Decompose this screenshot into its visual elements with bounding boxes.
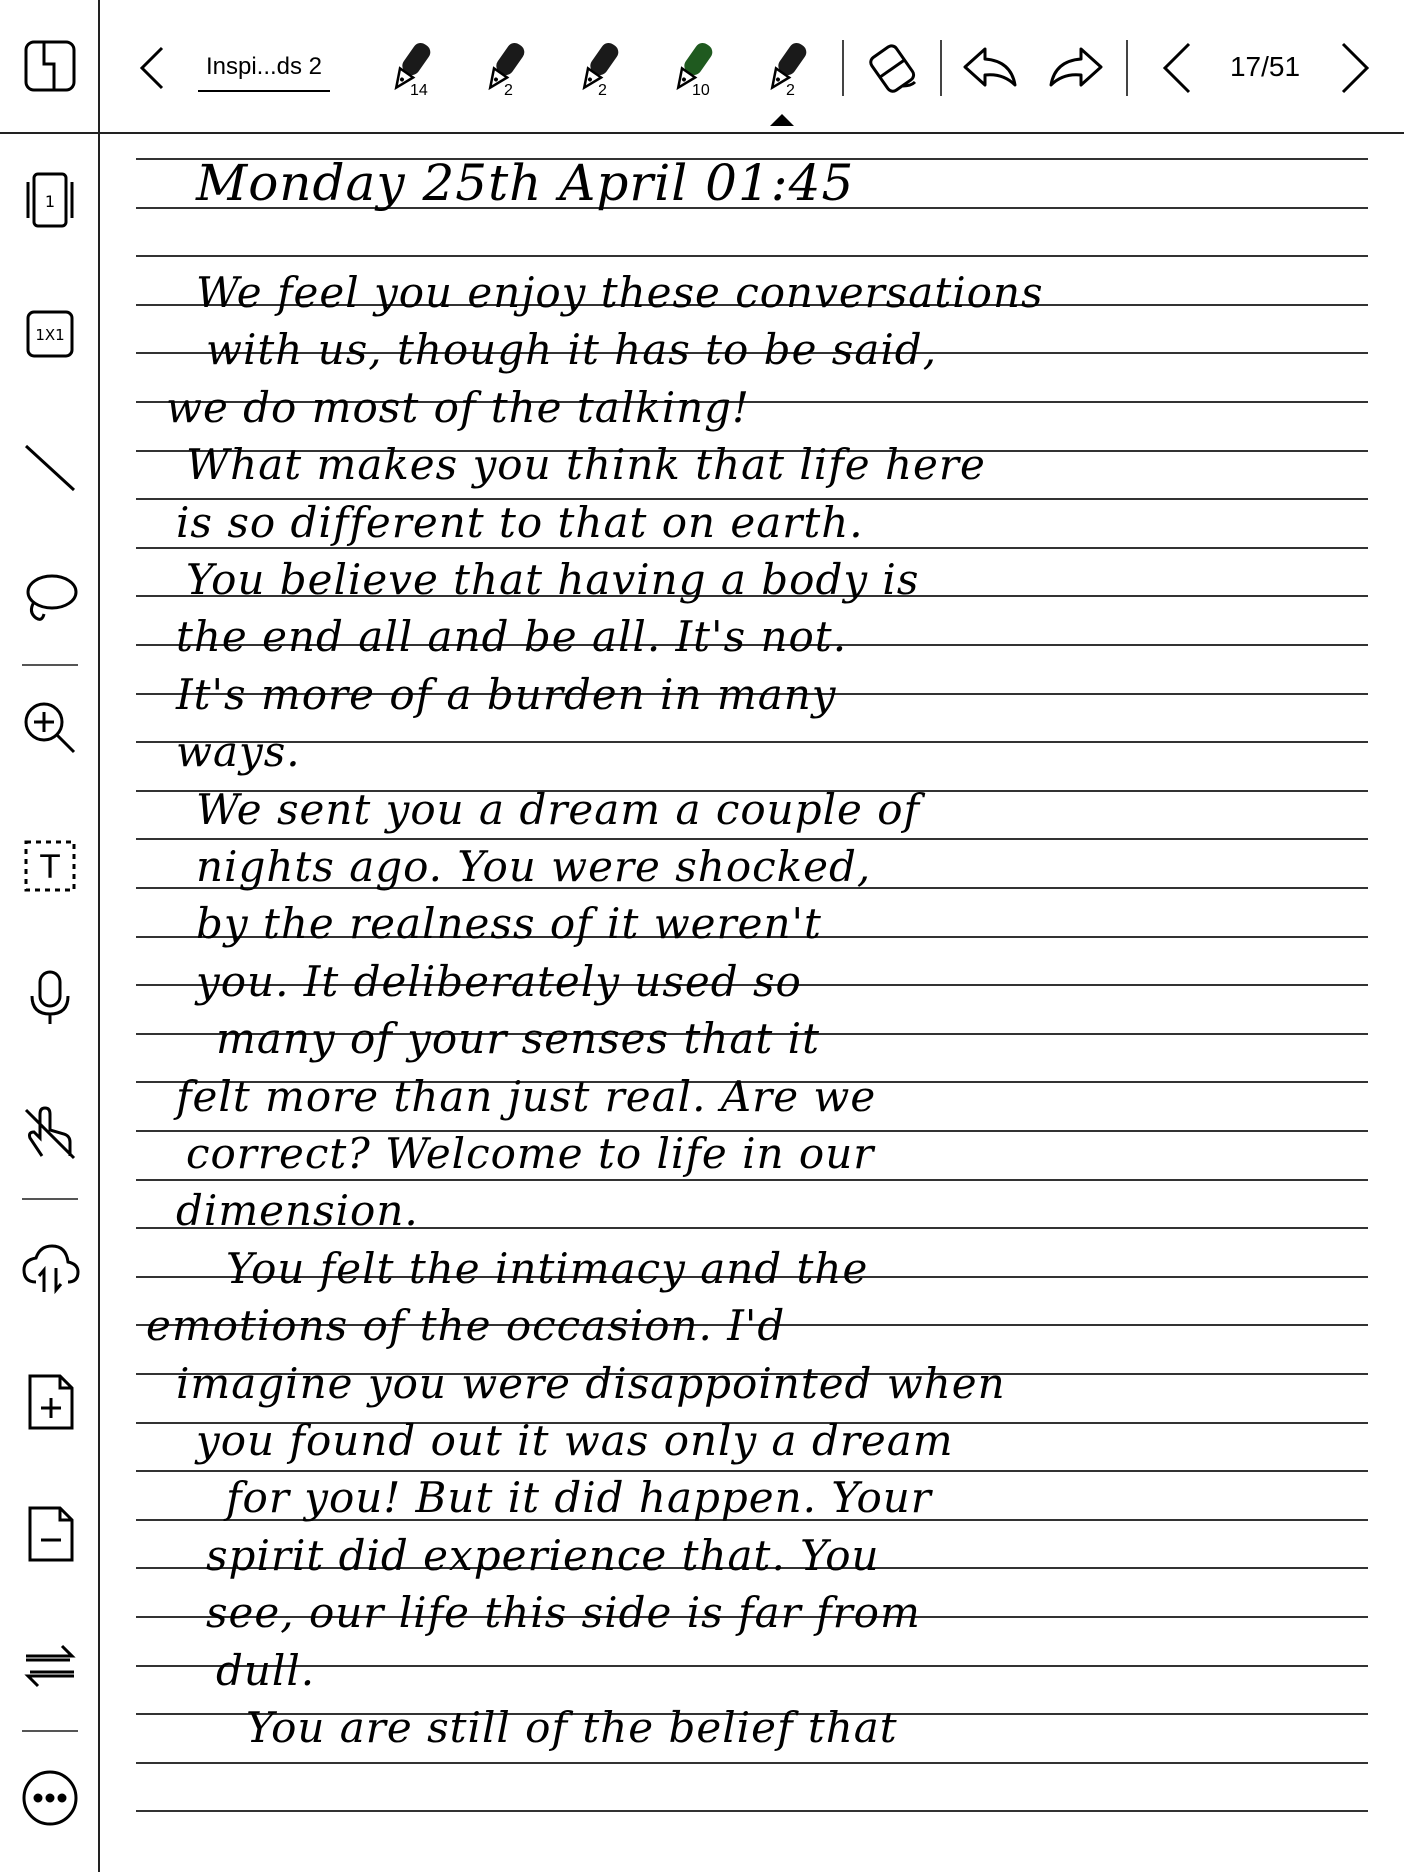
handwritten-line: We feel you enjoy these conversations: [196, 268, 1044, 317]
more-icon[interactable]: [18, 1766, 82, 1830]
touch-disable-icon[interactable]: [18, 1100, 82, 1164]
ruled-line: [136, 1762, 1368, 1764]
handwritten-line: with us, though it has to be said,: [206, 325, 938, 375]
handwritten-line: It's more of a burden in many: [176, 669, 837, 719]
handwritten-line: many of your senses that it: [216, 1014, 820, 1064]
handwritten-line: we do most of the talking!: [166, 382, 750, 432]
top-toolbar: [0, 0, 1404, 134]
pen-slot-1[interactable]: [380, 38, 444, 100]
note-page[interactable]: [136, 150, 1368, 1860]
ruled-line: [136, 1470, 1368, 1472]
pen-size-label: 2: [786, 82, 795, 99]
pen-slot-5-active[interactable]: [756, 38, 820, 100]
undo-icon[interactable]: [958, 40, 1020, 96]
ruled-line: [136, 741, 1368, 743]
page-indicator[interactable]: 17/51: [1229, 51, 1301, 82]
svg-text:1X1: 1X1: [35, 326, 65, 344]
handwritten-line: the end all and be all. It's not.: [176, 612, 848, 662]
handwritten-line: you found out it was only a dream: [196, 1416, 954, 1465]
pen-size-label: 2: [504, 82, 513, 99]
ruled-line: [136, 1810, 1368, 1812]
cloud-sync-icon[interactable]: [18, 1236, 82, 1300]
pen-slot-2[interactable]: [474, 38, 538, 100]
pen-slot-3[interactable]: [568, 38, 632, 100]
microphone-icon[interactable]: [18, 966, 82, 1030]
previous-page-icon[interactable]: [1152, 40, 1202, 96]
handwritten-line: see, our life this side is far from: [206, 1588, 921, 1638]
handwritten-line: imagine you were disappointed when: [176, 1358, 1006, 1408]
handwritten-line: is so different to that on earth.: [176, 497, 864, 547]
handwritten-line: You believe that having a body is: [186, 555, 920, 604]
line-tool-icon[interactable]: [18, 436, 82, 500]
redo-icon[interactable]: [1046, 40, 1108, 96]
sidebar-divider: [22, 664, 78, 666]
handwritten-line: felt more than just real. Are we: [176, 1071, 877, 1121]
back-chevron-icon[interactable]: [124, 40, 180, 96]
toolbar-divider: [1126, 40, 1128, 96]
handwritten-line: by the realness of it weren't: [196, 899, 822, 949]
handwritten-line: emotions of the occasion. I'd: [146, 1301, 786, 1351]
handwritten-line: dimension.: [176, 1186, 419, 1236]
swap-icon[interactable]: [18, 1634, 82, 1698]
grid-layout-icon[interactable]: [18, 302, 82, 366]
handwritten-line: We sent you a dream a couple of: [196, 784, 921, 834]
pen-size-label: 2: [598, 82, 607, 99]
handwritten-line: you. It deliberately used so: [196, 956, 802, 1006]
add-page-icon[interactable]: [18, 1370, 82, 1434]
svg-text:T: T: [40, 848, 60, 886]
active-pen-indicator: [770, 114, 794, 126]
handwritten-line: for you! But it did happen. Your: [226, 1473, 932, 1523]
note-heading: Monday 25th April 01:45: [196, 154, 855, 212]
delete-page-icon[interactable]: [18, 1502, 82, 1566]
pen-slot-4[interactable]: [662, 38, 726, 100]
handwritten-line: You are still of the belief that: [246, 1703, 898, 1752]
sidebar-divider: [22, 1730, 78, 1732]
pen-size-label: 14: [410, 82, 428, 99]
toolbar-divider: [842, 40, 844, 96]
layout-toggle-icon[interactable]: [18, 34, 82, 98]
handwritten-line: What makes you think that life here: [186, 440, 986, 490]
handwritten-line: dull.: [216, 1645, 316, 1695]
single-page-icon[interactable]: [18, 168, 82, 232]
eraser-icon[interactable]: [860, 36, 926, 100]
ruled-line: [136, 838, 1368, 840]
left-sidebar: [0, 0, 100, 1872]
toolbar-divider: [940, 40, 942, 96]
handwritten-line: correct? Welcome to life in our: [186, 1129, 875, 1178]
handwritten-line: spirit did experience that. You: [206, 1530, 880, 1580]
handwritten-line: ways.: [176, 727, 301, 777]
pen-size-label: 10: [692, 82, 710, 99]
next-page-icon[interactable]: [1330, 40, 1380, 96]
ruled-line: [136, 255, 1368, 257]
ruled-line: [136, 1665, 1368, 1667]
handwritten-line: You felt the intimacy and the: [226, 1243, 869, 1293]
notebook-title[interactable]: Inspi...ds 2: [198, 44, 330, 92]
zoom-in-icon[interactable]: [18, 696, 82, 760]
lasso-icon[interactable]: [18, 566, 82, 630]
sidebar-divider: [22, 1198, 78, 1200]
text-box-icon[interactable]: [18, 834, 82, 898]
svg-text:1: 1: [44, 192, 56, 211]
handwritten-line: nights ago. You were shocked,: [196, 842, 872, 891]
